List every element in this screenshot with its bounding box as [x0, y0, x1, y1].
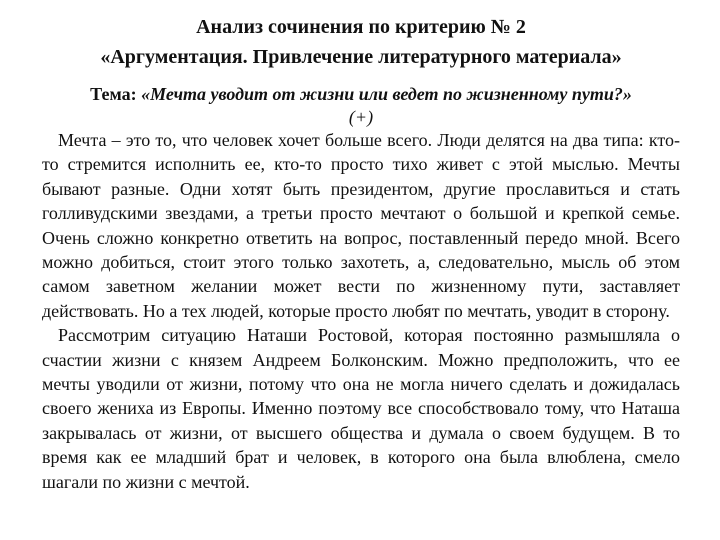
- essay-topic: [42, 82, 680, 106]
- title-line-1: Анализ сочинения по критерию № 2: [196, 16, 526, 38]
- essay-paragraph-2: Рассмотрим ситуацию Наташи Ростовой, которая постоянно размышляла о счастии жизни с князем Андреем Болконским. Можно предположить, что ее мечты уводили от жизни, потому что она не могла ничего сделать и дожидалась своего жениха из Европы. Именно поэтому все способствовало тому, что Наташа закрывалась от жизни, от высшего общества и думала о своем будущем. В то время как ее младший брат и человек, в которого она была влюблена, смело шагали по жизни с мечтой.: [42, 325, 680, 492]
- topic-label: Тема:: [90, 84, 137, 104]
- title-line-2: «Аргументация. Привлечение литературного материала»: [100, 46, 622, 68]
- topic-text: «Мечта уводит от жизни или ведет по жизненному пути?»: [141, 84, 632, 104]
- document-title: [42, 12, 680, 72]
- essay-paragraph-1: Мечта – это то, что человек хочет больше всего. Люди делятся на два типа: кто-то стремится исполнить ее, кто-то просто тихо живет с этой мыслью. Мечты бывают разные. Одни хотят быть президентом, другие прославиться и стать голливудскими звездами, а третьи просто мечтают о большой и крепкой семье. Очень сложно конкретно ответить на вопрос, поставленный передо мной. Всего можно добиться, стоит этого только захотеть, а, следовательно, мысль об этом самом заветном желании может вести по жизненному пути, заставляет действовать. Но а тех людей, которые просто любят по мечтать, уводит в сторону.: [42, 130, 680, 321]
- assessment-mark: (+): [348, 107, 374, 127]
